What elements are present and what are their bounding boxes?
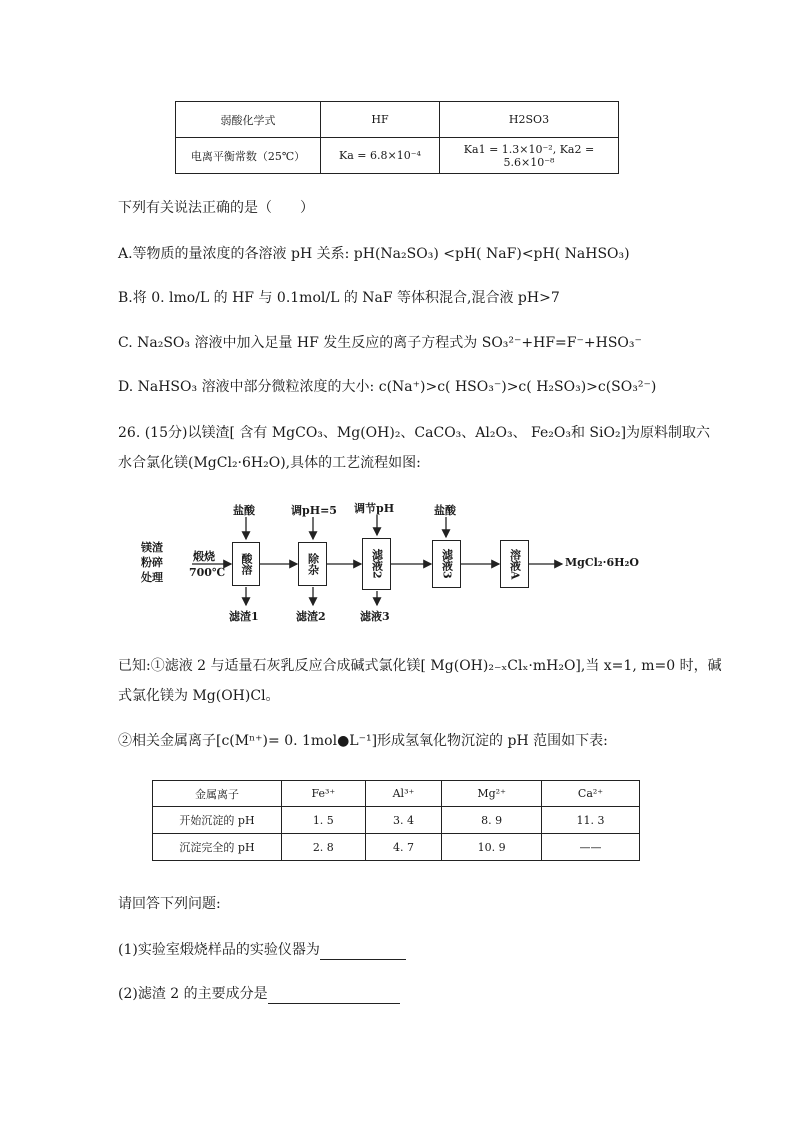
top-label-hcl-2: 盐酸 [434, 504, 456, 517]
sub-question-2-text: (2)滤渣 2 的主要成分是 [118, 986, 268, 1002]
table-cell: 10. 9 [442, 834, 542, 861]
process-flow-diagram [140, 495, 660, 630]
table2-header-1: Fe³⁺ [282, 781, 366, 807]
table-cell: 4. 7 [365, 834, 442, 861]
option-d[interactable]: D. NaHSO₃ 溶液中部分微粒浓度的大小: c(Na⁺)>c( HSO₃⁻)>c( H₂SO₃)>c(SO₃²⁻) [118, 379, 657, 395]
table2-header-4: Ca²⁺ [542, 781, 640, 807]
table-cell: 2. 8 [282, 834, 366, 861]
table2-header-0: 金属离子 [153, 781, 282, 807]
q26-line2: 水合氯化镁(MgCl₂·6H₂O),具体的工艺流程如图: [118, 455, 421, 471]
table1-row-label: 电离平衡常数（25℃） [176, 138, 321, 174]
table-cell: 11. 3 [542, 807, 640, 834]
bottom-label-filtrate-3: 滤液3 [360, 610, 390, 623]
temperature-label: 700℃ [189, 566, 226, 579]
q26-line1: 26. (15分)以镁渣[ 含有 MgCO₃、Mg(OH)₂、CaCO₃、Al₂O₃、 Fe₂O₃和 SiO₂]为原料制取六 [118, 425, 711, 441]
box-filtrate-3: 滤液3 [432, 540, 461, 588]
bottom-label-residue-1: 滤渣1 [229, 610, 259, 623]
answer-blank-2[interactable] [268, 989, 400, 1004]
table2-header-3: Mg²⁺ [442, 781, 542, 807]
known-line1: 已知:①滤液 2 与适量石灰乳反应合成碱式氯化镁[ Mg(OH)₂₋ₓClₓ·mH₂O],当 x=1, m=0 时，碱 [118, 658, 722, 674]
ionization-constant-table [175, 101, 619, 174]
answer-blank-1[interactable] [320, 945, 406, 960]
option-b[interactable]: B.将 0. lmo/L 的 HF 与 0.1mol/L 的 NaF 等体积混合,混合液 pH>7 [118, 290, 560, 306]
precipitation-ph-table [152, 780, 640, 861]
table1-header-0: 弱酸化学式 [176, 102, 321, 138]
table-row-start-label: 开始沉淀的 pH [153, 807, 282, 834]
table1-header-1: HF [321, 102, 440, 138]
table-cell: 1. 5 [282, 807, 366, 834]
product-label: MgCl₂·6H₂O [565, 556, 639, 569]
prompt: 请回答下列问题: [118, 896, 221, 912]
option-a[interactable]: A.等物质的量浓度的各溶液 pH 关系: pH(Na₂SO₃) <pH( NaF)<pH( NaHSO₃) [118, 246, 630, 262]
top-label-adjust-ph: 调节pH [354, 502, 395, 515]
top-label-hcl-1: 盐酸 [233, 504, 255, 517]
top-label-ph5: 调pH=5 [291, 504, 337, 517]
sub-question-1 [118, 940, 406, 960]
box-acid-dissolve: 酸溶 [232, 542, 260, 586]
known-line3: ②相关金属离子[c(Mⁿ⁺)= 0. 1mol●L⁻¹]形成氢氧化物沉淀的 pH 范围如下表: [118, 733, 608, 749]
box-solution-a: 溶液A [500, 540, 529, 588]
known-line2: 式氯化镁为 Mg(OH)Cl。 [118, 688, 280, 704]
table1-hf-k: Ka = 6.8×10⁻⁴ [321, 138, 440, 174]
box-filtrate-2: 滤液2 [362, 538, 391, 590]
table-cell: —— [542, 834, 640, 861]
table1-header-2: H2SO3 [440, 102, 619, 138]
calcine-label: 煅烧 [193, 550, 215, 563]
box-impurity-removal: 除杂 [298, 542, 327, 586]
sub-question-1-text: (1)实验室煅烧样品的实验仪器为 [118, 942, 320, 958]
option-c[interactable]: C. Na₂SO₃ 溶液中加入足量 HF 发生反应的离子方程式为 SO₃²⁻+HF=F⁻+HSO₃⁻ [118, 335, 642, 351]
table-cell: 3. 4 [365, 807, 442, 834]
question-stem: 下列有关说法正确的是（ ） [118, 200, 314, 216]
table-cell: 8. 9 [442, 807, 542, 834]
start-material: 镁渣粉碎处理 [141, 541, 163, 584]
table2-header-2: Al³⁺ [365, 781, 442, 807]
sub-question-2 [118, 984, 400, 1004]
table1-h2so3-k: Ka1 = 1.3×10⁻², Ka2 = 5.6×10⁻⁸ [440, 138, 619, 174]
table-row-complete-label: 沉淀完全的 pH [153, 834, 282, 861]
bottom-label-residue-2: 滤渣2 [296, 610, 326, 623]
